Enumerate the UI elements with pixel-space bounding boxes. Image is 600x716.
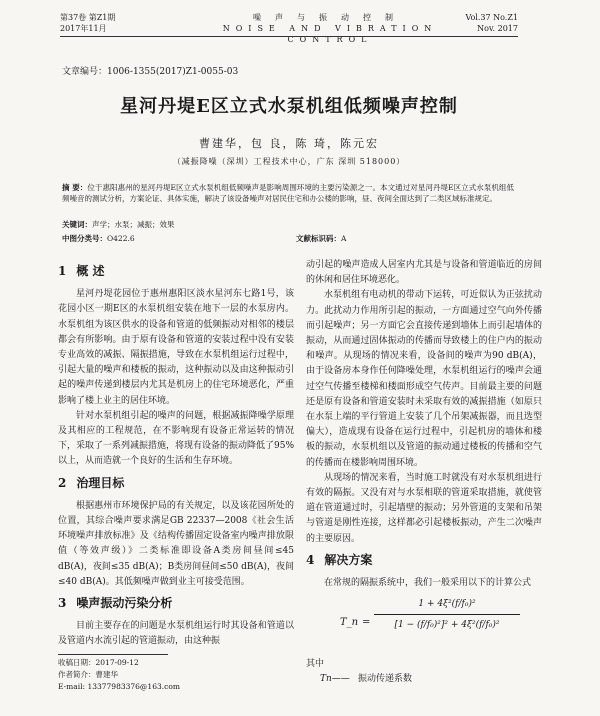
section-number: 3 <box>58 596 67 611</box>
journal-name <box>200 12 460 45</box>
where-label: 其中 <box>306 659 325 670</box>
paragraph: 动引起的噪声造成人居室内尤其是与设备和管道临近的房间的休闲和居住环境恶化。 <box>306 260 542 286</box>
section-title: 噪声振动污染分析 <box>76 596 173 611</box>
document-code <box>296 233 346 244</box>
issue-date-en: Nov. 2017 <box>477 24 518 33</box>
section-number: 2 <box>58 475 67 490</box>
keywords-text: 声学；水泵；减振；效果 <box>92 220 175 229</box>
formula-equals: = <box>362 617 371 629</box>
header-rule <box>60 36 518 37</box>
section-heading-3 <box>58 596 294 611</box>
paragraph: 从现场的情况来看，当时施工时就没有对水泵机组进行有效的隔振。又没有对与水泵相联的管道采取措施，就使管道在管道通过时，引起墙壁的振动；另外管道的支架和吊架与管道是刚性连接，这样都必引起楼板振动，产生二次噪声的主要原因。 <box>306 472 542 544</box>
paragraph: 水泵机组有电动机的带动下运转，可近似认为正弦扰动力。此扰动力作用所引起的振动，一方面通过空气向外传播而引起噪声；另一方面它会直接传递到墙体上而引起墙体的振动，从而通过固体振动的传播而导致楼上的住户内的振动和噪声。从现场的情况来看，设备间的噪声为90 dB(A)，由于设备房本身作任何降噪处理，水泵机组运行的噪声会通过空气传播至楼梯和楼面形成空气传声。目前最主要的问题还是原有设备和管道安装时未采取有效的减振措施（如原只在水泵上端的平行管道上安装了几个吊架减振器，而且选型偏大），造成现有设备在运行过程中，引起机房的墙体和楼板的振动，水泵机组以及管道的振动通过楼板的传播和空气的传播而在楼影响周围环境。 <box>306 290 542 468</box>
right-column <box>306 258 542 687</box>
definition-symbol: Tn—— <box>320 674 350 685</box>
section-heading-2 <box>58 476 294 491</box>
article-number: 文章编号：1006-1355(2017)Z1-0055-03 <box>62 67 239 77</box>
formula-denominator: [1 − (f/f₀)²]² + 4ξ²(f/f₀)² <box>394 620 500 631</box>
paper-title: 星河丹堤E区立式水泵机组低频噪声控制 <box>120 96 458 117</box>
paragraph: 目前主要存在的问题是水泵机组运行时其设备和管道以及管道内水流引起的管道振动，由这种振 <box>58 621 294 647</box>
affiliation: （减振降噪（深圳）工程技术中心，广东 深圳 518000） <box>172 157 406 166</box>
footnote-received: 收稿日期：2017-09-12 <box>58 658 139 667</box>
section-heading-4 <box>306 553 542 568</box>
doc-code-label: 文献标识码： <box>296 234 341 243</box>
section-title: 治理目标 <box>76 475 125 490</box>
keywords <box>62 219 514 230</box>
classification-line <box>62 233 514 244</box>
section-heading-1 <box>58 264 294 279</box>
definition-text: 振动传递系数 <box>358 674 413 685</box>
running-header <box>60 12 518 44</box>
footnote-author: 作者简介：曹建华 <box>58 670 118 679</box>
issue-info-en <box>428 12 518 34</box>
journal-name-en: NOISE AND VIBRATION CONTROL <box>222 24 438 44</box>
definition-row <box>306 672 542 687</box>
issue-info <box>60 12 150 34</box>
formula-lhs: T_n <box>340 617 359 629</box>
formula-fraction <box>374 597 520 633</box>
paragraph: 在常规的隔振系统中，我们一般采用以下的计算公式 <box>324 578 532 589</box>
footnote-rule <box>58 654 168 655</box>
journal-name-cn: 噪声与振动控制 <box>253 13 407 22</box>
doc-code-value: A <box>341 234 347 243</box>
transmissibility-formula <box>306 595 542 653</box>
clc-value: O422.6 <box>107 234 135 243</box>
section-title: 概 述 <box>76 264 105 278</box>
abstract <box>62 182 514 204</box>
formula-numerator: 1 + 4ξ²(f/f₀)² <box>418 599 476 610</box>
paragraph: 星河丹堤花园位于惠州惠阳区淡水星河东七路1号，该花园小区一期E区的水泵机组安装在地下一层的水泵房内。水泵机组为该区供水的设备和管道的低频振动对相邻的楼层都会有所影响。由于原有设备和管道的安装过程中没有安装专业高效的减振、隔振措施，导致在水泵机组运行过程中，引起大量的噪声和楼板的振动，这种振动以及由这种振动引起的噪声传递到楼层内尤其是机房上的住宅环境恶化，严重影响了楼上业主的居住环境。 <box>58 289 294 406</box>
issue-date: 2017年11月 <box>60 24 107 33</box>
section-number: 1 <box>58 264 67 278</box>
paragraph: 根据惠州市环境保护局的有关规定，以及该花园所处的位置，其综合噪声要求满足GB 22337—2008《社会生活环境噪声排放标准》及《结构传播固定设备室内噪声排放限值（等效声级）》二类标准即设备A类房间昼间≤45 dB(A)，夜间≤35 dB(A)；B类房间昼间≤50 dB(A)，夜间≤40 dB(A)。其低频噪声做到业主可接受范围。 <box>58 500 295 587</box>
section-number: 4 <box>306 552 315 567</box>
author-list: 曹建华，包 良，陈 琦，陈元宏 <box>199 137 379 150</box>
clc-label: 中图分类号： <box>62 234 107 243</box>
paragraph: 针对水泵机组引起的噪声的问题，根据减振降噪学原理及其相应的工程规范，在不影响现有设备正常运转的情况下，采取了一系列减振措施，将现有设备的振动降低了95%以上，从而造就一个良好的生活和生存环境。 <box>58 410 295 467</box>
volume-issue: 第37卷 第Z1期 <box>60 13 116 22</box>
footnote-email: E-mail: 13377983376@163.com <box>58 682 180 691</box>
section-title: 解决方案 <box>324 552 373 567</box>
volume-issue-en: Vol.37 No.Z1 <box>465 13 518 22</box>
left-column <box>58 258 294 650</box>
abstract-label: 摘 要： <box>62 183 88 192</box>
abstract-text: 位于惠阳惠州的星河丹堤E区立式水泵机组低频噪声是影响周围环境的主要污染源之一。本文通过对星河丹堤E区立式水泵机组低频噪音的测试分析，方案论证、具体实施，解决了该设备噪声对居民住宅和办公楼的影响，昼、夜间全面达到了二类区域标准规定。 <box>62 183 514 203</box>
keywords-label: 关键词： <box>62 220 92 229</box>
